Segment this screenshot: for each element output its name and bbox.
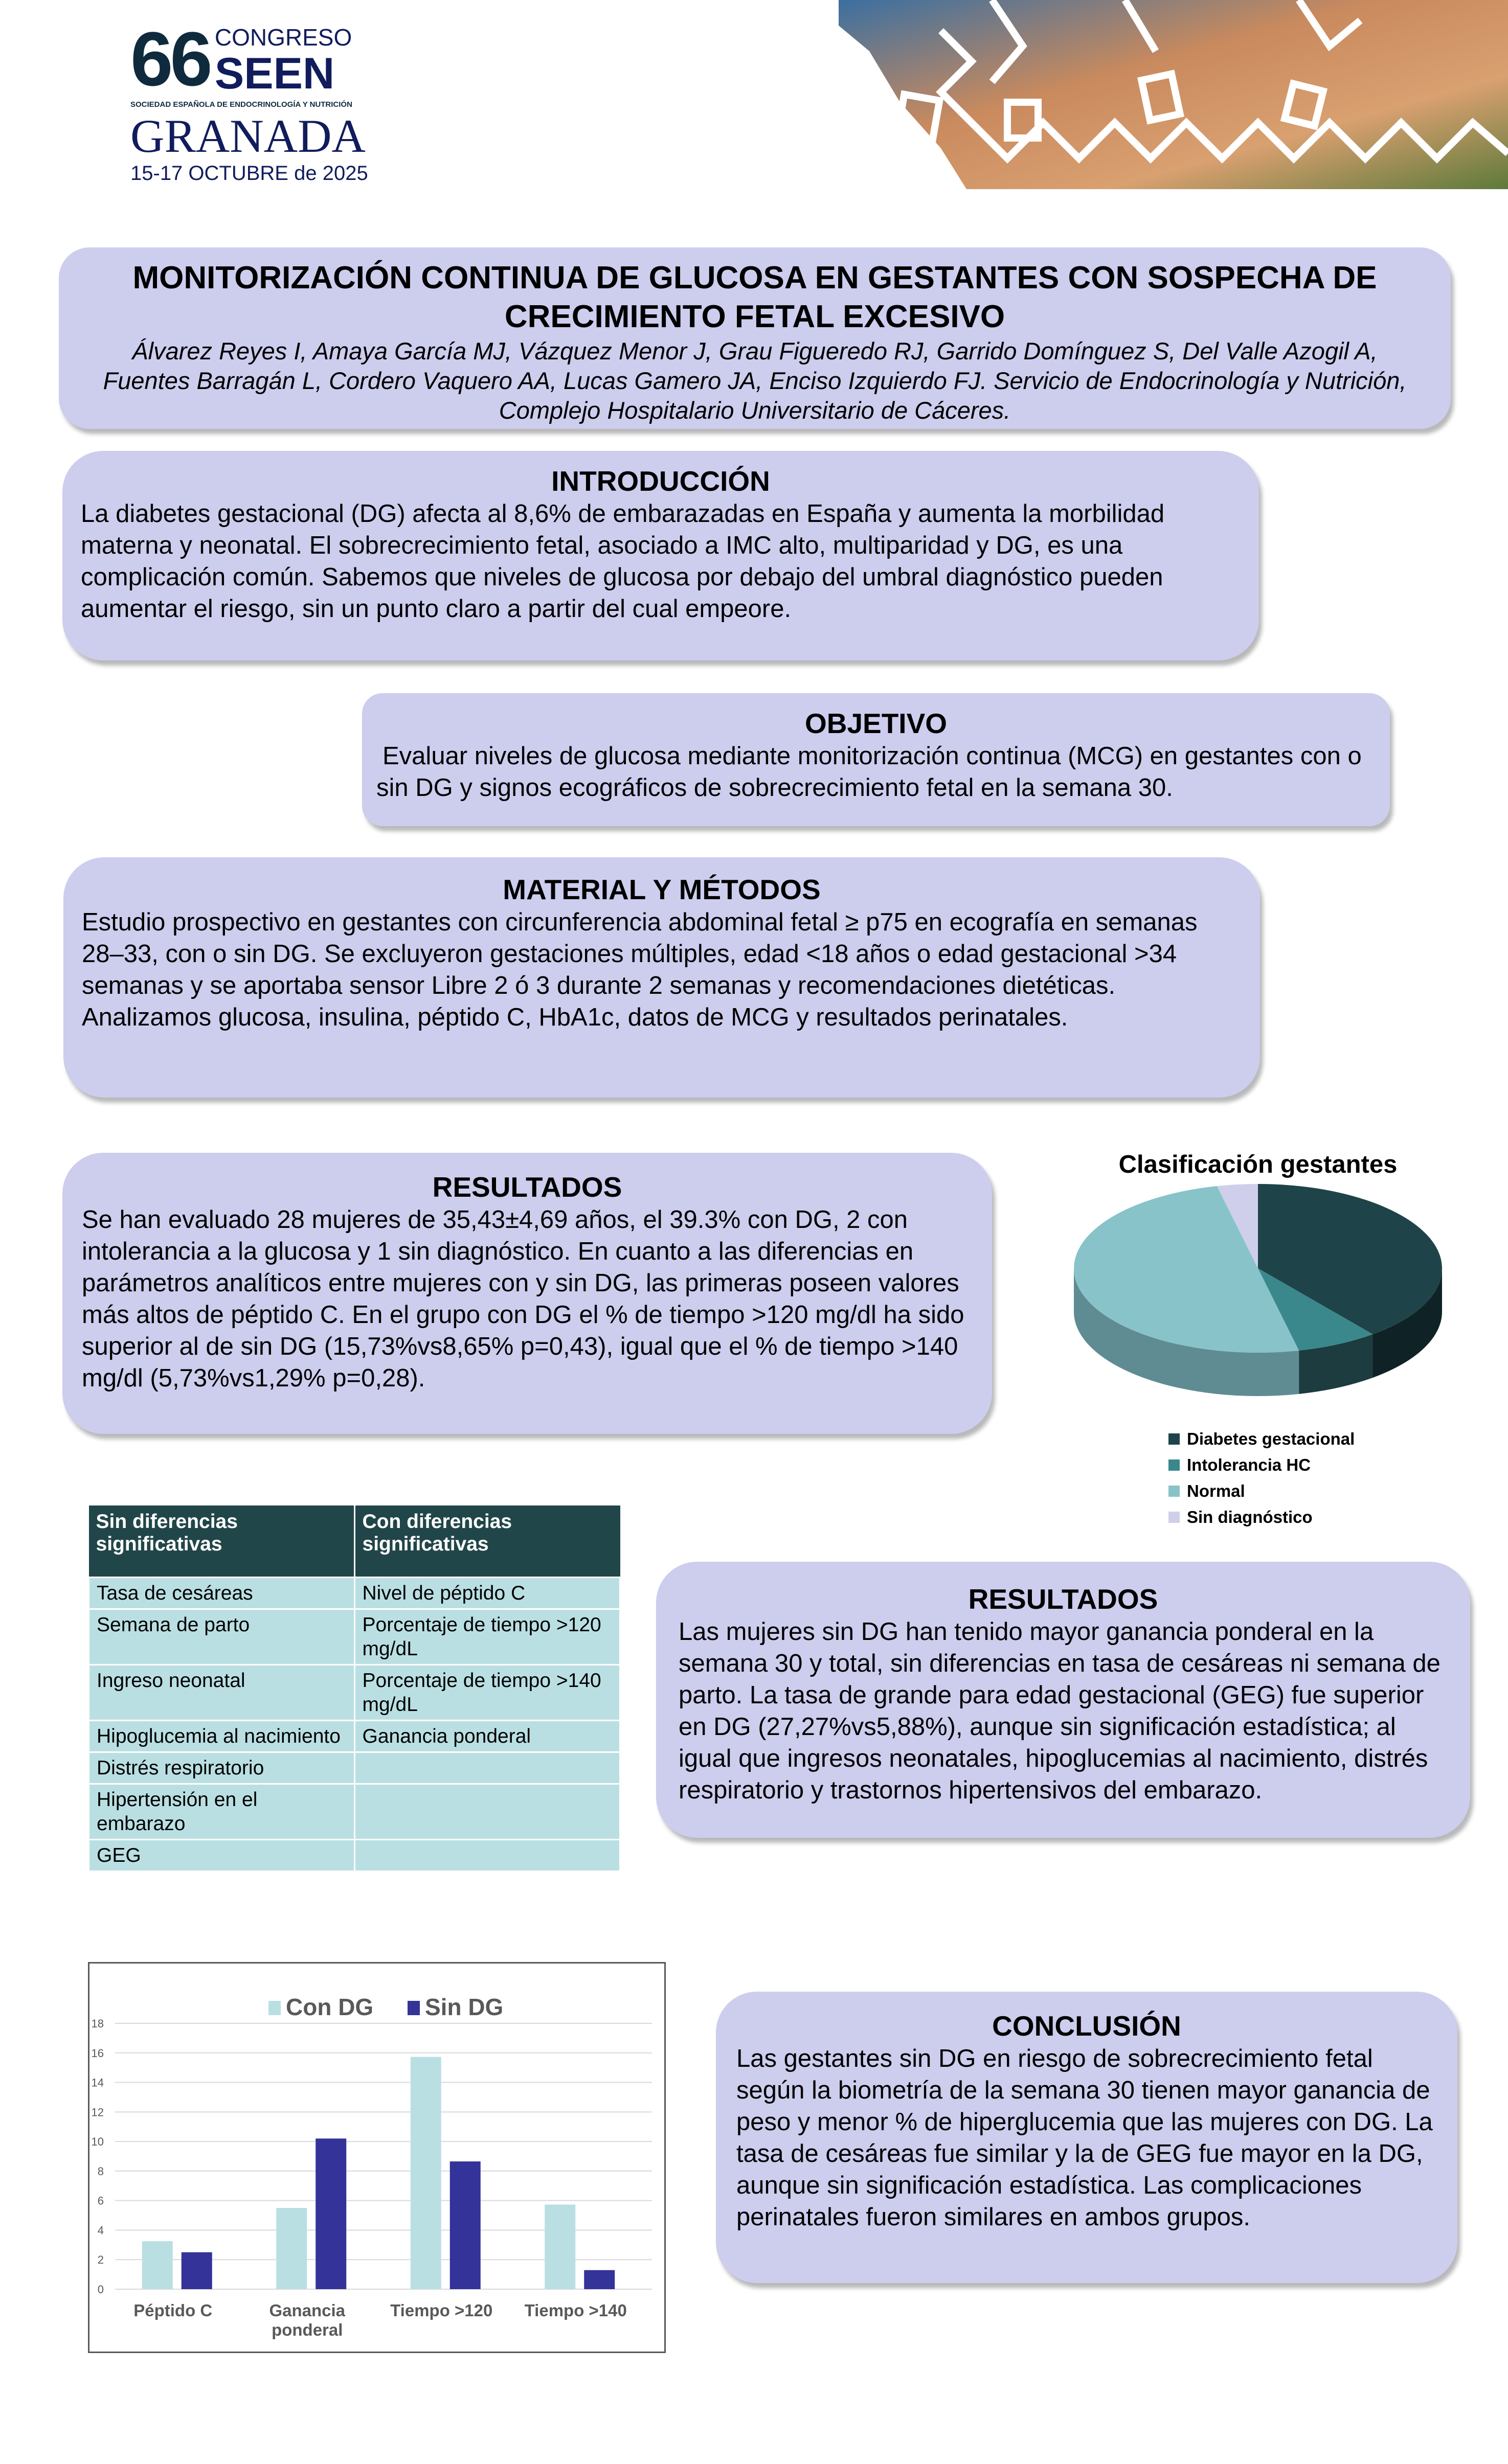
legend-label: Diabetes gestacional [1187, 1429, 1355, 1448]
pie-legend [1168, 1426, 1457, 1530]
pie-chart-plot [1059, 1179, 1457, 1419]
legend-label: Normal [1187, 1481, 1245, 1500]
legend-label: Con DG [286, 1994, 374, 2020]
y-tick-label: 10 [91, 2135, 104, 2149]
x-tick-label [133, 2301, 212, 2320]
section-text: La diabetes gestacional (DG) afecta al 8,6% de embarazadas en España y aumenta la morbilidad materna y neonatal. El sobrecrecimiento fetal, asociado a IMC alto, multiparidad y DG, es una complicación común. Sabemos que niveles de glucosa por debajo del umbral diagnóstico pueden aumentar el riesgo, sin un punto claro a partir del cual empeore. [81, 500, 1165, 623]
legend-swatch [408, 2001, 420, 2015]
poster-title: MONITORIZACIÓN CONTINUA DE GLUCOSA EN GESTANTES CON SOSPECHA DE CRECIMIENTO FETAL EXCESIVO [132, 260, 1377, 334]
section-title: RESULTADOS [968, 1583, 1158, 1615]
y-tick-label: 4 [97, 2224, 104, 2237]
legend-swatch [1168, 1486, 1180, 1497]
bar-con-dg [411, 2057, 441, 2289]
logo-number: 66 [130, 20, 210, 97]
y-tick-label: 0 [97, 2283, 104, 2296]
y-tick-label: 8 [97, 2164, 104, 2178]
table-cell: Porcentaje de tiempo >120 mg/dL [354, 1609, 620, 1664]
legend-label: Sin diagnóstico [1187, 1508, 1313, 1526]
legend-swatch [268, 2001, 281, 2015]
logo-top-row [130, 15, 396, 97]
legend-label: Sin DG [425, 1994, 504, 2020]
significance-table [88, 1505, 621, 1872]
x-tick-label [269, 2301, 345, 2339]
table-cell: Nivel de péptido C [354, 1577, 620, 1609]
section-title: INTRODUCCIÓN [551, 465, 770, 497]
table-cell [354, 1752, 620, 1784]
section-text: Se han evaluado 28 mujeres de 35,43±4,69 años, el 39.3% con DG, 2 con intolerancia a la glucosa y 1 sin diagnóstico. En cuanto a las diferencias en parámetros analíticos entre mujeres con y sin DG, las primeras poseen valores más altos de péptido C. En el grupo con DG el % de tiempo >120 mg/dl ha sido superior al de sin DG (15,73%vs8,65% p=0,43), igual que el % de tiempo >140 mg/dl (5,73%vs1,29% p=0,28). [82, 1206, 964, 1392]
legend-item [1168, 1452, 1457, 1478]
table-row [89, 1609, 620, 1664]
table-cell [354, 1784, 620, 1839]
bar-con-dg [142, 2241, 173, 2289]
logo-society: SOCIEDAD ESPAÑOLA DE ENDOCRINOLOGÍA Y NUTRICIÓN [130, 100, 352, 109]
legend-item [1168, 1426, 1457, 1452]
table-row [89, 1720, 620, 1752]
x-tick-label-line: Péptido C [133, 2301, 213, 2320]
x-tick-label-line: Tiempo >140 [524, 2301, 627, 2320]
legend-item [1168, 1504, 1457, 1530]
legend-label: Intolerancia HC [1187, 1455, 1311, 1474]
y-tick-label: 14 [91, 2076, 104, 2089]
section-objetivo [362, 693, 1390, 826]
logo-dates: 15-17 OCTUBRE de 2025 [130, 162, 368, 185]
section-text: Las gestantes sin DG en riesgo de sobrecrecimiento fetal según la biometría de la semana 30 tienen mayor ganancia de peso y menor % de hiperglucemia que las mujeres con DG. La tasa de cesáreas fue similar y la de GEG fue mayor en la DG, aunque sin significación estadística. Las complicaciones perinatales fueron similares en ambos grupos. [736, 2045, 1433, 2231]
bar-sin-dg [450, 2161, 481, 2289]
section-text: Evaluar niveles de glucosa mediante monitorización continua (MCG) en gestantes con o sin DG y signos ecográficos de sobrecrecimiento fetal en la semana 30. [376, 742, 1362, 802]
bar-sin-dg [316, 2138, 346, 2289]
section-resultados-2 [656, 1562, 1470, 1838]
congress-logo [130, 15, 396, 185]
granada-banner-image [839, 0, 1508, 189]
table-cell: Tasa de cesáreas [89, 1577, 355, 1609]
y-tick-label: 18 [91, 2017, 104, 2030]
section-text: Estudio prospectivo en gestantes con circunferencia abdominal fetal ≥ p75 en ecografía en semanas 28–33, con o sin DG. Se excluyeron gestaciones múltiples, edad <18 años o edad gestacional >34 semanas y se aportaba sensor Libre 2 ó 3 durante 2 semanas y recomendaciones dietéticas. Analizamos glucosa, insulina, péptido C, HbA1c, datos de MCG y resultados perinatales. [82, 908, 1198, 1031]
table-row [89, 1839, 620, 1871]
table-header: Sin diferencias significativas [89, 1505, 355, 1577]
section-title: OBJETIVO [804, 708, 948, 739]
logo-seen: SEEN [214, 49, 335, 98]
bar-chart [88, 1962, 666, 2353]
x-tick-label-line: Ganancia [269, 2301, 346, 2320]
section-title: CONCLUSIÓN [992, 2010, 1181, 2042]
y-tick-label: 6 [97, 2194, 104, 2207]
y-tick-label: 16 [91, 2046, 104, 2060]
poster-authors: Álvarez Reyes I, Amaya García MJ, Vázquez Menor J, Grau Figueredo RJ, Garrido Domínguez S, Del Valle Azogil A, Fuentes Barragán L, Cordero Vaquero AA, Lucas Gamero JA, Enciso Izquierdo FJ. Servicio de Endocrinología y Nutrición, Complejo Hospitalario Universitario de Cáceres. [103, 337, 1407, 424]
table-cell: Ganancia ponderal [354, 1720, 620, 1752]
table-row [89, 1577, 620, 1609]
table-cell: Porcentaje de tiempo >140 mg/dL [354, 1664, 620, 1720]
section-title: MATERIAL Y MÉTODOS [503, 874, 821, 905]
x-tick-label [525, 2301, 627, 2320]
table-row [89, 1784, 620, 1839]
bar-sin-dg [584, 2270, 615, 2289]
section-title: RESULTADOS [432, 1171, 622, 1203]
section-conclusion [716, 1992, 1457, 2283]
section-introduccion [62, 451, 1259, 660]
pie-chart-title: Clasificación gestantes [1118, 1151, 1398, 1178]
title-box [59, 247, 1451, 429]
section-text: Las mujeres sin DG han tenido mayor ganancia ponderal en la semana 30 y total, sin diferencias en tasa de cesáreas ni semana de parto. La tasa de grande para edad gestacional (GEG) fue superior en DG (27,27%vs5,88%), aunque sin significación estadística; al igual que ingresos neonatales, hipoglucemias al nacimiento, distrés respiratorio y trastornos hipertensivos del embarazo. [679, 1618, 1441, 1804]
x-tick-label-line: ponderal [272, 2320, 343, 2339]
logo-city: GRANADA [130, 110, 366, 162]
x-tick-label-line: Tiempo >120 [390, 2301, 493, 2320]
legend-swatch [1168, 1433, 1180, 1445]
legend-item [1168, 1478, 1457, 1504]
legend-swatch [1168, 1459, 1180, 1471]
section-metodos [63, 857, 1260, 1098]
legend-swatch [1168, 1512, 1180, 1523]
logo-congreso: CONGRESO [214, 24, 352, 51]
bar-chart-plot [89, 1964, 664, 2352]
table-cell: Hipertensión en el embarazo [89, 1784, 355, 1839]
x-tick-label [390, 2301, 492, 2320]
table-cell: GEG [89, 1839, 355, 1871]
table-row [89, 1664, 620, 1720]
table-cell: Semana de parto [89, 1609, 355, 1664]
table-row [89, 1752, 620, 1784]
y-tick-label: 12 [91, 2106, 104, 2119]
pie-chart [1059, 1140, 1457, 1549]
y-tick-label: 2 [97, 2253, 104, 2267]
bar-sin-dg [182, 2252, 212, 2289]
table-header: Con diferencias significativas [354, 1505, 620, 1577]
bar-con-dg [276, 2208, 307, 2289]
table-cell: Hipoglucemia al nacimiento [89, 1720, 355, 1752]
bar-con-dg [545, 2204, 575, 2289]
table-cell: Distrés respiratorio [89, 1752, 355, 1784]
section-resultados-1 [62, 1153, 992, 1434]
table-cell [354, 1839, 620, 1871]
logo-words [215, 25, 352, 97]
table-cell: Ingreso neonatal [89, 1664, 355, 1720]
